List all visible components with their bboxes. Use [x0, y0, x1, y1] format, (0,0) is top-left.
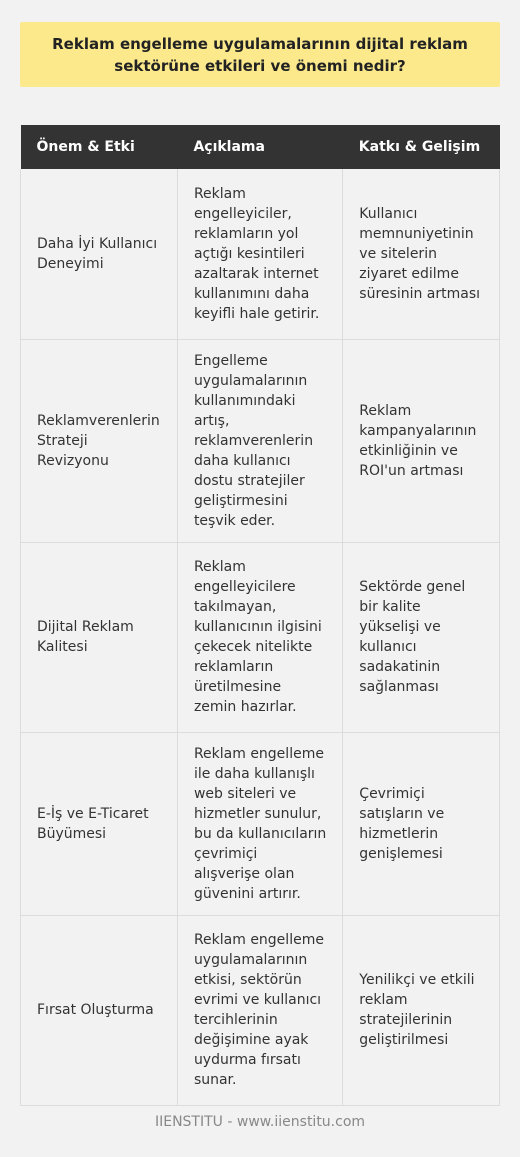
table-cell-contribution: Çevrimiçi satışların ve hizmetlerin genişlemesi	[343, 732, 500, 915]
title-banner	[20, 22, 500, 87]
table-cell-description: Reklam engelleme uygulamalarının etkisi, sektörün evrimi ve kullanıcı tercihlerinin değişimine ayak uydurma fırsatı sunar.	[177, 915, 342, 1105]
table-header-row	[21, 125, 500, 169]
table-cell-importance: Reklamverenlerin Strateji Revizyonu	[21, 339, 178, 542]
table-cell-contribution: Kullanıcı memnuniyetinin ve sitelerin ziyaret edilme süresinin artması	[343, 169, 500, 339]
table-cell-contribution: Yenilikçi ve etkili reklam stratejilerinin geliştirilmesi	[343, 915, 500, 1105]
table-row	[21, 732, 500, 915]
table-cell-description: Reklam engelleme ile daha kullanışlı web siteleri ve hizmetler sunulur, bu da kullanıcıların çevrimiçi alışverişe olan güvenini artırır.	[177, 732, 342, 915]
table-row	[21, 169, 500, 339]
info-table	[20, 125, 500, 1106]
column-header-description: Açıklama	[177, 125, 342, 169]
table-cell-description: Reklam engelleyiciler, reklamların yol açtığı kesintileri azaltarak internet kullanımını daha keyifli hale getirir.	[177, 169, 342, 339]
table-row	[21, 542, 500, 732]
column-header-importance: Önem & Etki	[21, 125, 178, 169]
table-cell-importance: Dijital Reklam Kalitesi	[21, 542, 178, 732]
table-cell-importance: Daha İyi Kullanıcı Deneyimi	[21, 169, 178, 339]
table-cell-contribution: Reklam kampanyalarının etkinliğinin ve ROI'un artması	[343, 339, 500, 542]
table-cell-description: Reklam engelleyicilere takılmayan, kullanıcının ilgisini çekecek nitelikte reklamların üretilmesine zemin hazırlar.	[177, 542, 342, 732]
footer-credit: IIENSTITU - www.iienstitu.com	[154, 1114, 366, 1130]
table-row	[21, 339, 500, 542]
page-title: Reklam engelleme uygulamalarının dijital reklam sektörüne etkileri ve önemi nedir?	[52, 34, 468, 75]
table-cell-importance: Fırsat Oluşturma	[21, 915, 178, 1105]
table-row	[21, 915, 500, 1105]
table-cell-description: Engelleme uygulamalarının kullanımındaki artış, reklamverenlerin daha kullanıcı dostu stratejiler geliştirmesini teşvik eder.	[177, 339, 342, 542]
table-cell-contribution: Sektörde genel bir kalite yükselişi ve kullanıcı sadakatinin sağlanması	[343, 542, 500, 732]
column-header-contribution: Katkı & Gelişim	[343, 125, 500, 169]
table-cell-importance: E-İş ve E-Ticaret Büyümesi	[21, 732, 178, 915]
